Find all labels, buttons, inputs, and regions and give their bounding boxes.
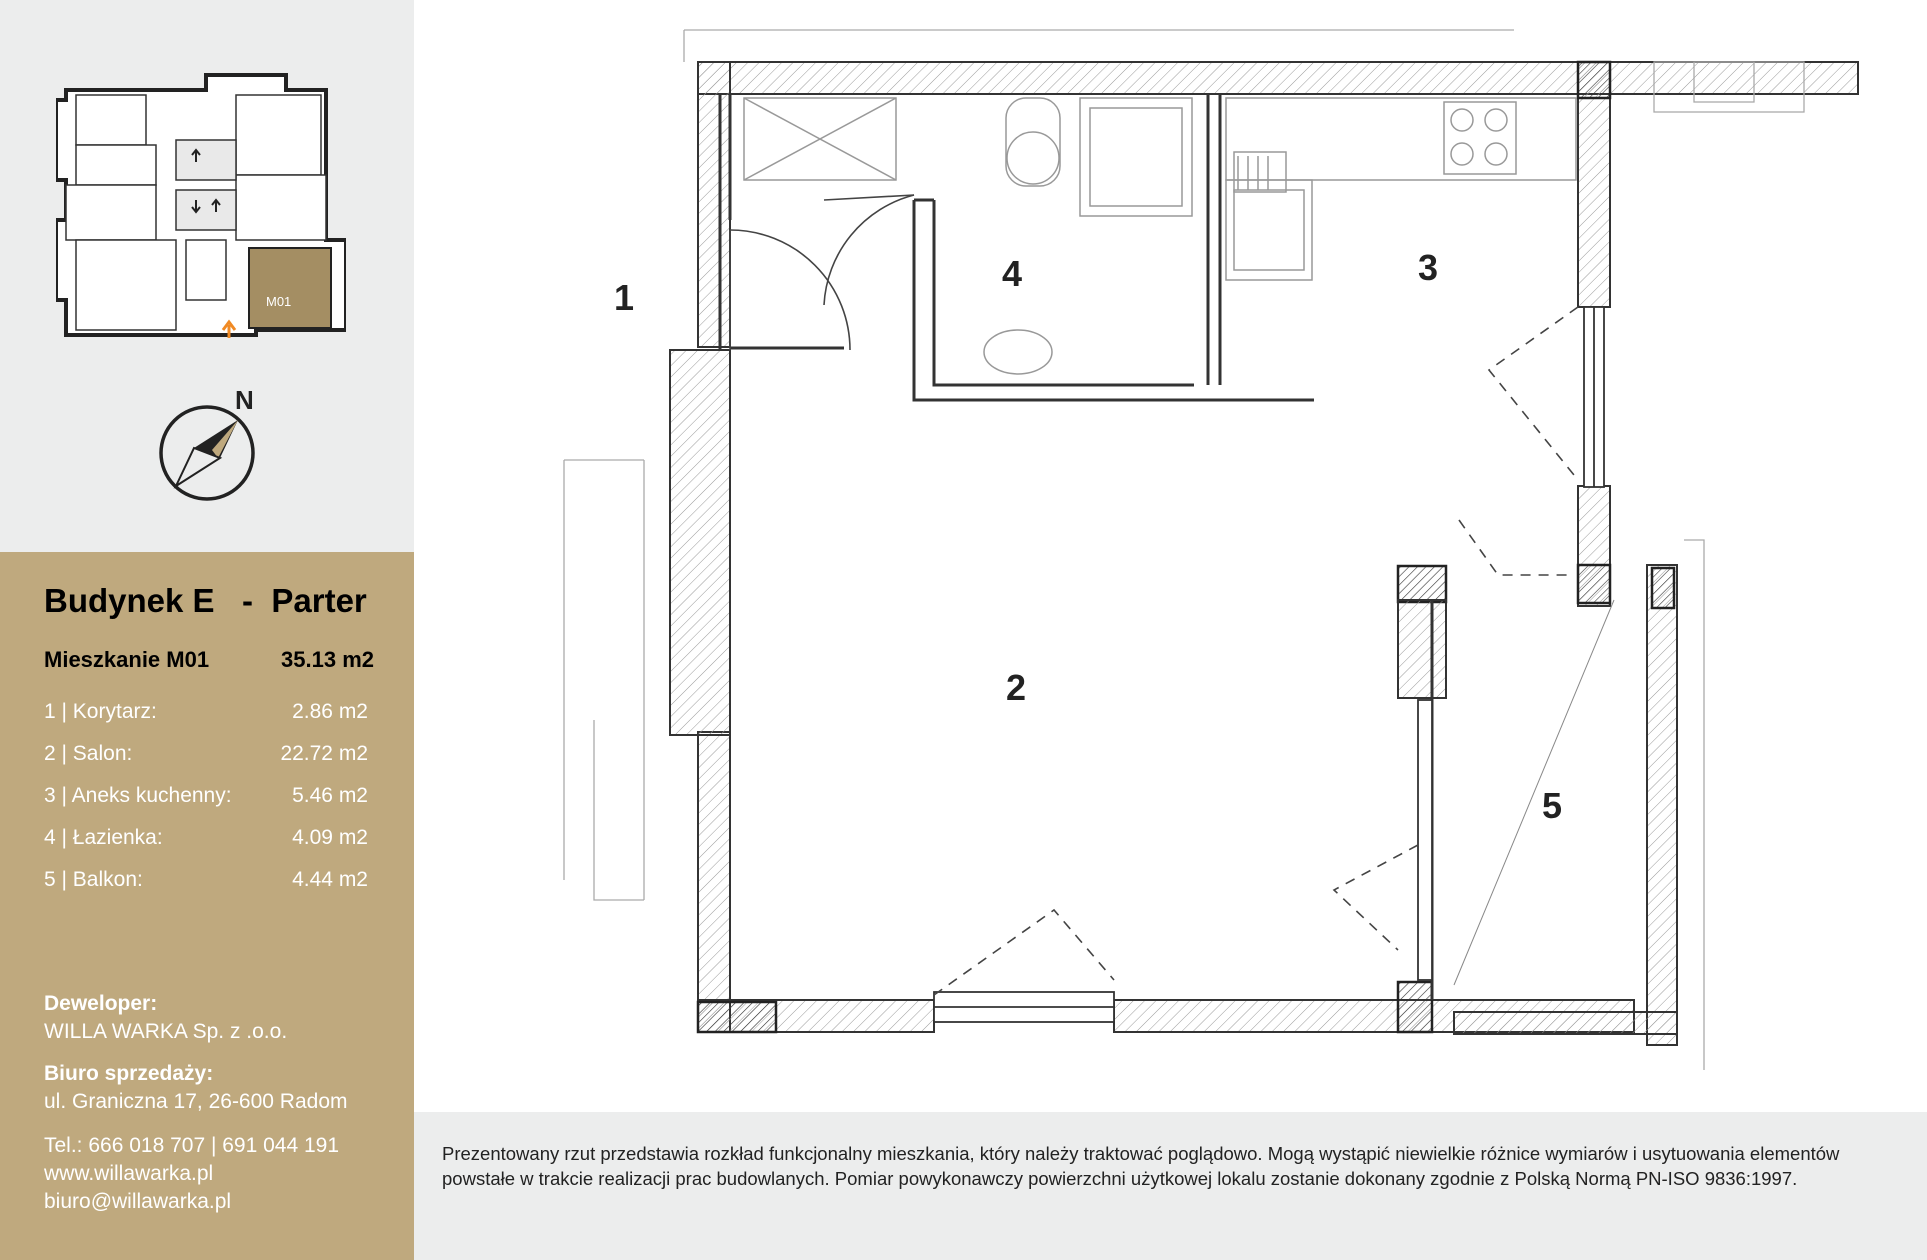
interior-walls bbox=[720, 94, 1432, 1000]
room-row bbox=[44, 868, 368, 892]
floor-plan bbox=[414, 0, 1927, 1100]
kitchen-fixtures bbox=[1226, 98, 1576, 280]
building-title: Budynek E - Parter bbox=[44, 582, 367, 619]
highlighted-apartment bbox=[249, 248, 331, 328]
room-number-5: 5 bbox=[1542, 785, 1563, 826]
room-number-1: 1 bbox=[614, 277, 635, 318]
structural-columns bbox=[698, 62, 1674, 1032]
adjacent-structures bbox=[564, 30, 1804, 1070]
door-swings bbox=[730, 195, 1614, 995]
developer-block bbox=[44, 990, 287, 1046]
room-number-2: 2 bbox=[1006, 667, 1027, 708]
email-link[interactable]: biuro@willawarka.pl bbox=[44, 1190, 232, 1213]
developer-name: WILLA WARKA Sp. z .o.o. bbox=[44, 1020, 288, 1043]
room-label: 4 | Łazienka: bbox=[44, 826, 163, 849]
phone-numbers: Tel.: 666 018 707 | 691 044 191 bbox=[44, 1134, 340, 1157]
apartment-area: 35.13 m2 bbox=[281, 647, 374, 672]
developer-heading: Deweloper: bbox=[44, 992, 158, 1015]
room-label: 3 | Aneks kuchenny: bbox=[44, 784, 232, 807]
website-link[interactable]: www.willawarka.pl bbox=[44, 1162, 214, 1185]
room-number-3: 3 bbox=[1418, 247, 1439, 288]
room-area: 4.44 m2 bbox=[292, 868, 368, 891]
exterior-walls bbox=[670, 62, 1858, 1045]
office-block bbox=[44, 1060, 348, 1116]
room-label: 2 | Salon: bbox=[44, 742, 133, 765]
office-address: ul. Graniczna 17, 26-600 Radom bbox=[44, 1090, 348, 1113]
room-label: 1 | Korytarz: bbox=[44, 700, 157, 723]
contact-block bbox=[44, 1132, 339, 1216]
disclaimer-text: Prezentowany rzut przedstawia rozkład funkcjonalny mieszkania, który należy traktować poglądowo. Mogą wystąpić niewielkie różnice wymiarów i usytuowania elementów powstałe w trakcie realizacji prac budowlanych. Pomiar powykonawczy powierzchni użytkowej lokalu zostanie dokonany zgodnie z Polską Normą PN-ISO 9836:1997. bbox=[442, 1143, 1840, 1189]
windows bbox=[934, 307, 1604, 1022]
room-area: 4.09 m2 bbox=[292, 826, 368, 849]
bathroom-fixtures bbox=[744, 98, 1192, 374]
room-area: 5.46 m2 bbox=[292, 784, 368, 807]
key-plan bbox=[56, 70, 346, 340]
room-area: 22.72 m2 bbox=[280, 742, 368, 765]
apartment-label: Mieszkanie M01 bbox=[44, 647, 210, 672]
apartment-summary bbox=[44, 647, 374, 673]
room-row bbox=[44, 700, 368, 724]
apartment-marker: M01 bbox=[266, 294, 292, 309]
compass-north-label: N bbox=[235, 385, 254, 415]
room-row bbox=[44, 826, 368, 850]
room-number-4: 4 bbox=[1002, 253, 1023, 294]
room-area: 2.86 m2 bbox=[292, 700, 368, 723]
room-row bbox=[44, 742, 368, 766]
room-label: 5 | Balkon: bbox=[44, 868, 143, 891]
room-row bbox=[44, 784, 368, 808]
office-heading: Biuro sprzedaży: bbox=[44, 1062, 214, 1085]
